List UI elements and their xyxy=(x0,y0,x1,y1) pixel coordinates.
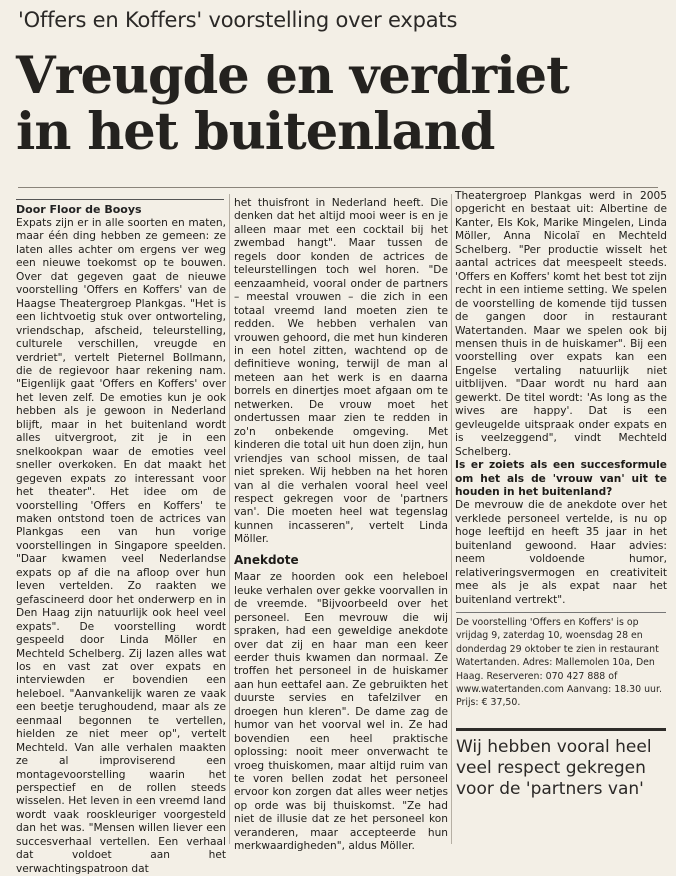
article-column-2 xyxy=(234,197,448,853)
column-1-text: Expats zijn er in alle soorten en maten, maar één ding hebben ze gemeen: ze laten alles achter om ergens ver weg een nieuwe toekomst op te bouwen. Over dat gegeven gaat de nieuwe voorstelling 'Offers en Koffers' van de Haagse Theatergroep Plankgas. "Het is een lichtvoetig stuk over ontworteling, vriendschap, afscheid, teleurstelling, culturele verschillen, vreugde en verdriet", vertelt Pieternel Bollmann, die de regievoor haar rekening nam. "Eigenlijk gaat 'Offers en Koffers' over het leven zelf. De emoties kun je ook hebben als je gewoon in Nederland blijft, maar in het buitenland wordt alles uitvergroot, zit je in een snelkookpan waar de emoties veel sneller overkoken. En dat maakt het gegeven expats zo interessant voor het theater". Het idee om de voorstelling 'Offers en Koffers' te maken ontstond toen de actrices van Plankgas een van hun vorige voorstellingen in Singapore speelden. "Daar kwamen veel Nederlandse expats op af die na afloop over hun leven vertelden. Zo raakten we gefascineerd door het onderwerp en in Den Haag zijn natuurlijk ook heel veel expats". De voorstelling wordt gespeeld door Linda Möller en Mechteld Schelberg. Zij lazen alles wat los en vast zat over expats en interviewden er bovendien een heleboel. "Aanvankelijk waren ze vaak een beetje terughoudend, maar als ze eenmaal begonnen te vertellen, hielden ze niet meer op", vertelt Mechteld. Van alle verhalen maakten ze al improviserend een montagevoorstelling waarin het perspectief en de rollen steeds wisselen. Het leven in een vreemd land wordt vaak rooskleuriger voorgesteld dan het was. "Mensen willen liever een succesverhaal vertellen. Een verhaal dat voldoet aan het verwachtingspatroon dat xyxy=(16,217,226,875)
article-column-3 xyxy=(455,190,667,604)
column-3-text: Theatergroep Plankgas werd in 2005 opgericht en bestaat uit: Albertine de Kanter, Els Kok, Marike Mingelen, Linda Möller, Anna Nicolaï en Mechteld Schelberg. "Per productie wisselt het aantal actrices dat meespeelt steeds. 'Offers en Koffers' komt het best tot zijn recht in een intieme setting. We spelen de voorstelling de komende tijd tussen de gangen door in restaurant Watertanden. Maar we spelen ook bij mensen thuis in de huiskamer". Bij een voorstelling over expats kan een Engelse vertaling natuurlijk niet uitblijven. "Daar wordt nu hard aan gewerkt. De titel wordt: 'As long as the wives are happy'. Dat is een gevleugelde uitspraak onder expats en is veelzeggend", vindt Mechteld Schelberg. xyxy=(455,190,667,458)
column-divider xyxy=(229,194,230,844)
interview-question: Is er zoiets als een succesformule om het als de 'vrouw van' uit te houden in het buitenland? xyxy=(455,459,667,498)
subheading-anekdote: Anekdote xyxy=(234,552,299,567)
headline-line-1: Vreugde en verdriet xyxy=(16,46,569,106)
column-divider xyxy=(451,194,452,844)
headline-rule xyxy=(18,187,658,188)
article-column-1 xyxy=(16,217,226,875)
headline-line-2: in het buitenland xyxy=(16,102,495,162)
pull-quote: Wij hebben vooral heel veel respect gekregen voor de 'partners van' xyxy=(456,728,666,800)
column-2-text: het thuisfront in Nederland heeft. Die denken dat het altijd mooi weer is en je alleen maar met een cocktail bij het zwembad hangt". Maar tussen de regels door konden de actrices de teleurstellingen toch wel horen. "De eenzaamheid, vooral onder de partners – meestal vrouwen – die zich in een totaal vreemd land moeten zien te redden. We hebben verhalen van vrouwen gehoord, die met hun kinderen in een hotel zitten, wachtend op de definitieve woning, terwijl de man al meteen aan het werk is en daarna borrels en dinertjes moet afgaan om te netwerken. De vrouw moet het ondertussen maar zien te redden in zo'n onbekende omgeving. Met kinderen die total uit hun doen zijn, hun vriendjes van school missen, de taal niet spreken. Wij hebben na het horen van al die verhalen vooral heel veel respect gekregen voor de 'partners van'. Die moeten heel wat tegenslag kunnen incasseren", vertelt Linda Möller. xyxy=(234,197,448,546)
kicker: 'Offers en Koffers' voorstelling over expats xyxy=(18,8,458,32)
column-2-text-cont: Maar ze hoorden ook een heleboel leuke verhalen over gekke voorvallen in de vreemde. "Bijvoorbeeld over het personeel. Een mevrouw die wij spraken, had een geweldige anekdote over dat zij en haar man een keer eerder thuis kwamen dan normaal. Ze troffen het personeel in de huiskamer aan hun eettafel aan. Ze gebruikten het duurste servies en tafelzilver en droegen hun kleren". De dame zag de humor van het voorval wel in. Ze had bovendien een heel praktische oplossing: nooit meer onverwacht te vroeg thuiskomen, maar altijd ruim van te voren bellen zodat het personeel ervoor kon zorgen dat alles weer netjes op orde was bij thuiskomst. "Ze had niet de illusie dat ze het personeel kon veranderen, maar accepteerde hun merkwaardigheden", aldus Möller. xyxy=(234,571,448,853)
performance-info-box: De voorstelling 'Offers en Koffers' is op vrijdag 9, zaterdag 10, woensdag 28 en donderdag 29 oktober te zien in restaurant Watertanden. Adres: Mallemolen 10a, Den Haag. Reserveren: 070 427 888 of www.watertanden.com Aanvang: 18.30 uur. Prijs: € 37,50. xyxy=(456,612,666,710)
headline xyxy=(16,48,656,160)
column-3-text-cont: De mevrouw die de anekdote over het verklede personeel vertelde, is nu op hoge leeftijd en heeft 35 jaar in het buitenland gewoond. Haar advies: neem voldoende humor, relativeringsvermogen en creativiteit mee als je als expat naar het buitenland vertrekt". xyxy=(455,499,667,606)
byline: Door Floor de Booys xyxy=(16,199,224,216)
